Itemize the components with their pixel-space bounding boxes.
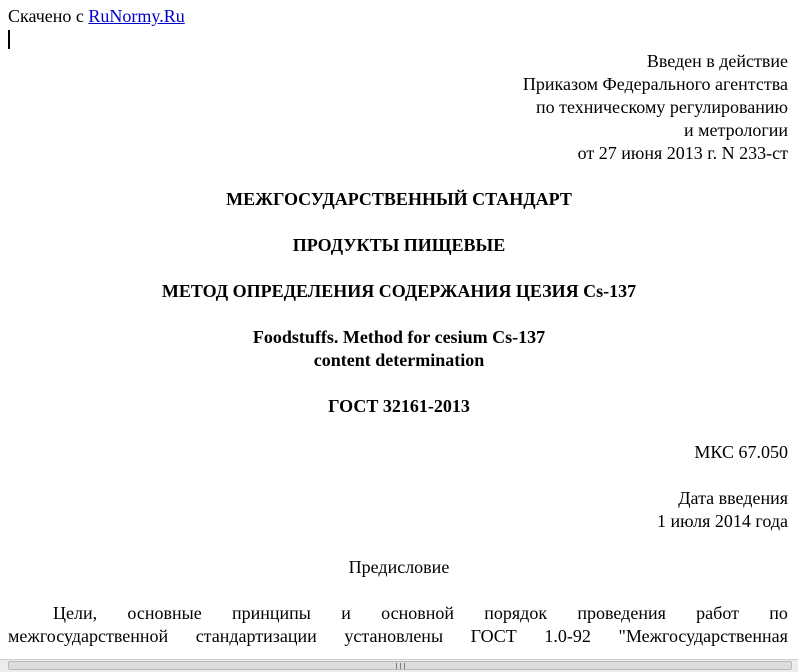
standard-method-heading: МЕТОД ОПРЕДЕЛЕНИЯ СОДЕРЖАНИЯ ЦЕЗИЯ Cs-137 — [161, 281, 637, 301]
introduction-date: 1 июля 2014 года — [657, 511, 788, 531]
word: межгосударственной — [8, 626, 169, 646]
word: работ — [696, 603, 739, 623]
source-prefix: Скачено с — [8, 6, 89, 26]
word: по — [769, 603, 788, 623]
runormy-link[interactable]: RuNormy.Ru — [88, 6, 185, 26]
mks-code: МКС 67.050 — [694, 442, 788, 462]
preface-line-2 — [8, 625, 788, 648]
word: ГОСТ — [470, 626, 517, 646]
enactment-line: Приказом Федерального агентства — [522, 74, 788, 94]
introduction-label: Дата введения — [678, 488, 788, 508]
preface-title: Предисловие — [348, 557, 450, 577]
source-line — [8, 5, 185, 27]
enactment-line: по техническому регулированию — [535, 97, 788, 117]
text-cursor — [8, 30, 10, 49]
standard-subject-heading: ПРОДУКТЫ ПИЩЕВЫЕ — [292, 235, 506, 255]
enactment-line: от 27 июня 2013 г. N 233-ст — [577, 143, 788, 163]
enactment-line: Введен в действие — [646, 51, 788, 71]
word: основной — [381, 603, 454, 623]
english-title-line-1: Foodstuffs. Method for cesium Cs-137 — [252, 327, 546, 347]
standard-type-heading: МЕЖГОСУДАРСТВЕННЫЙ СТАНДАРТ — [226, 189, 572, 209]
word: и — [341, 603, 351, 623]
word: проведения — [577, 603, 666, 623]
word: стандартизации — [195, 626, 317, 646]
gost-number: ГОСТ 32161-2013 — [328, 396, 470, 416]
word: порядок — [484, 603, 548, 623]
word: принципы — [232, 603, 311, 623]
word: "Межгосударственная — [618, 626, 788, 646]
scrollbar-thumb[interactable] — [8, 661, 792, 670]
word: Цели, — [53, 603, 98, 623]
grip-icon — [396, 663, 405, 669]
horizontal-scrollbar[interactable] — [0, 659, 798, 672]
preface-line-1 — [8, 602, 788, 625]
english-title-line-2: content determination — [313, 350, 485, 370]
enactment-block — [523, 50, 788, 165]
word: основные — [127, 603, 202, 623]
enactment-line: и метрологии — [684, 120, 788, 140]
introduction-block — [657, 487, 788, 533]
preface-paragraph — [8, 602, 788, 648]
word: установлены — [344, 626, 444, 646]
word: 1.0-92 — [544, 626, 591, 646]
